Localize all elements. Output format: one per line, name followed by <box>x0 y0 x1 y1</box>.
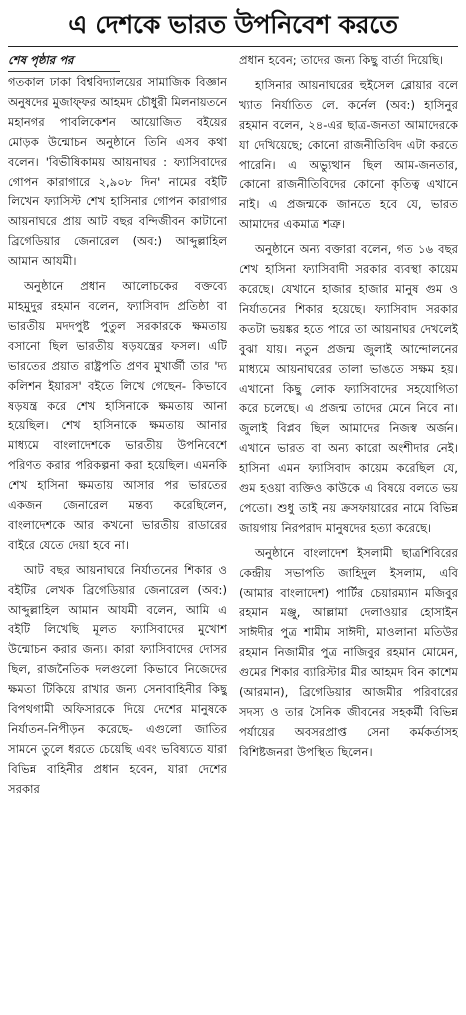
paragraph: অনুষ্ঠানে বাংলাদেশ ইসলামী ছাত্রশিবিরের কেন্দ্রীয় সভাপতি জাহিদুল ইসলাম, এবি (আমার বাংলাদেশ) পার্টির চেয়ারম্যান মজিবুর রহমান মঞ্জু, আল্লামা দেলাওয়ার হোসাইন সাঈদীর পুত্র শামীম সাঈদী, মাওলানা মতিউর রহমান নিজামীর পুত্র নাজিবুর রহমান মোমেন, গুমের শিকার ব্যারিস্টার মীর আহমদ বিন কাশেম (আরমান), ব্রিগেডিয়ার আজমীর পরিবারের সদস্য ও তার সৈনিক জীবনের সহকর্মী বিভিন্ন পর্যায়ের অবসরপ্রাপ্ত সেনা কর্মকর্তাসহ বিশিষ্টজনরা উপস্থিত ছিলেন। <box>239 545 458 759</box>
article-columns <box>8 51 458 805</box>
continuation-label: শেষ পৃষ্ঠার পর <box>8 51 227 72</box>
paragraph: গতকাল ঢাকা বিশ্ববিদ্যালয়ের সামাজিক বিজ্ঞান অনুষদের মুজাফ্ফর আহমদ চৌধুরী মিলনায়তনে মহানগর পাবলিকেশন আয়োজিত বইয়ের মোড়ক উন্মোচন অনুষ্ঠানে তিনি এসব কথা বলেন। 'বিভীষিকাময় আয়নাঘর : ফ্যাসিবাদের গোপন কারাগারে ২,৯০৮ দিন' নামের বইটি লিখেন ফ্যাসিস্ট শেখ হাসিনার গোপন কারাগার আয়নাঘরে প্রায় আট বছর বন্দিজীবন কাটানো ব্রিগেডিয়ার জেনারেল (অব:) আব্দুল্লাহিল আমান আযমী। <box>8 75 227 269</box>
left-column <box>8 51 227 805</box>
headline: এ দেশকে ভারত উপনিবেশ করতে <box>8 6 458 47</box>
paragraph: প্রধান হবেন; তাদের জন্য কিছু বার্তা দিয়েছি। <box>239 53 444 67</box>
paragraph: অনুষ্ঠানে অন্য বক্তারা বলেন, গত ১৬ বছর শেখ হাসিনা ফ্যাসিবাদী সরকার ব্যবস্থা কায়েম করেছে। যেখানে হাজার হাজার মানুষ গুম ও নির্যাতনের শিকার হয়েছে। ফ্যাসিবাদ সরকার কতটা ভয়ঙ্কর হতে পারে তা আয়নাঘর দেখলেই বুঝা যায়। নতুন প্রজন্ম জুলাই আন্দোলনের মাধ্যমে আয়নাঘরের তালা ভাঙতে সক্ষম হয়। এখানো কিছু লোক ফ্যাসিবাদের সহযোগিতা করে চলেছে। এ প্রজন্ম তাদের মেনে নিবে না। জুলাই বিপ্লব ছিল আমাদের নিজস্ব অর্জন। এখানে ভারত বা অন্য কারো অংশীদার নেই। হাসিনা এমন ফ্যাসিবাদ কায়েম করেছিল যে, গুম হওয়া ব্যক্তিও কাউকে এ বিষয়ে বলতে ভয় পেতো। শুধু তাই নয় ক্রসফায়ারের নামে বিভিন্ন জায়গায় নিরপরাদ মানুষদের হত্যা করেছে। <box>239 242 458 535</box>
right-column <box>239 51 458 805</box>
paragraph: আট বছর আয়নাঘরে নির্যাতনের শিকার ও বইটির লেখক ব্রিগেডিয়ার জেনারেল (অব:) আব্দুল্লাহিল আমান আযমী বলেন, আমি এ বইটি লিখেছি মূলত ফ্যাসিবাদের মুখোশ উন্মোচন করার জন্য। কারা ফ্যাসিবাদের দোসর ছিল, রাজনৈতিক দলগুলো কিভাবে নিজেদের ক্ষমতা টিকিয়ে রাখার জন্য সেনাবাহিনীর কিছু বিপথগামী অফিসারকে দিয়ে দেশের মানুষকে নির্যাতন-নিপীড়ন করেছে- এগুলো জাতির সামনে তুলে ধরতে চেয়েছি এবং ভবিষ্যতে যারা বিভিন্ন বাহিনীর প্রধান হবেন, যারা দেশের সরকার <box>8 562 227 796</box>
paragraph: অনুষ্ঠানে প্রধান আলোচকের বক্তব্যে মাহমুদুর রহমান বলেন, ফ্যাসিবাদ প্রতিষ্ঠা বা ভারতীয় মদদপুষ্ট পুতুল সরকারকে ক্ষমতায় বসানো ছিল ভারতীয় ষড়যন্ত্রের ফসল। এটি ভারতের প্রয়াত রাষ্ট্রপতি প্রণব মুখার্জী তার 'দ্য কলিশন ইয়ারস' বইতে লিখে গেছেন- কিভাবে ষড়যন্ত্র করে শেখ হাসিনাকে ক্ষমতায় আনা হয়েছিল। শেখ হাসিনাকে ক্ষমতায় আনার মাধ্যমে বাংলাদেশকে ভারতীয় উপনিবেশে পরিণত করার পরিকল্পনা করা হয়েছিল। এমনকি শেখ হাসিনা ক্ষমতায় আসার পর ভারতের একজন জেনারেল মন্তব্য করেছিলেন, বাংলাদেশকে আর কখনো ভারতীয় রাডারের বাইরে যেতে দেয়া হবে না। <box>8 279 227 552</box>
paragraph: হাসিনার আয়নাঘরের হুইসেল ব্লোয়ার বলে খ্যাত নির্যাতিত লে. কর্নেল (অব:) হাসিনুর রহমান বলেন, ২৪-এর ছাত্র-জনতা আমাদেরকে যা দেখিয়েছে; কোনো রাজনীতিবিদ এটা করতে পারেনি। এ অভ্যুত্থান ছিল আম-জনতার, কোনো রাজনীতিবিদের কোনো কৃতিত্ব এখানে নাই। এ প্রজন্মকে জানতে হবে যে, ভারত আমাদের একমাত্র শত্রু। <box>239 77 458 232</box>
